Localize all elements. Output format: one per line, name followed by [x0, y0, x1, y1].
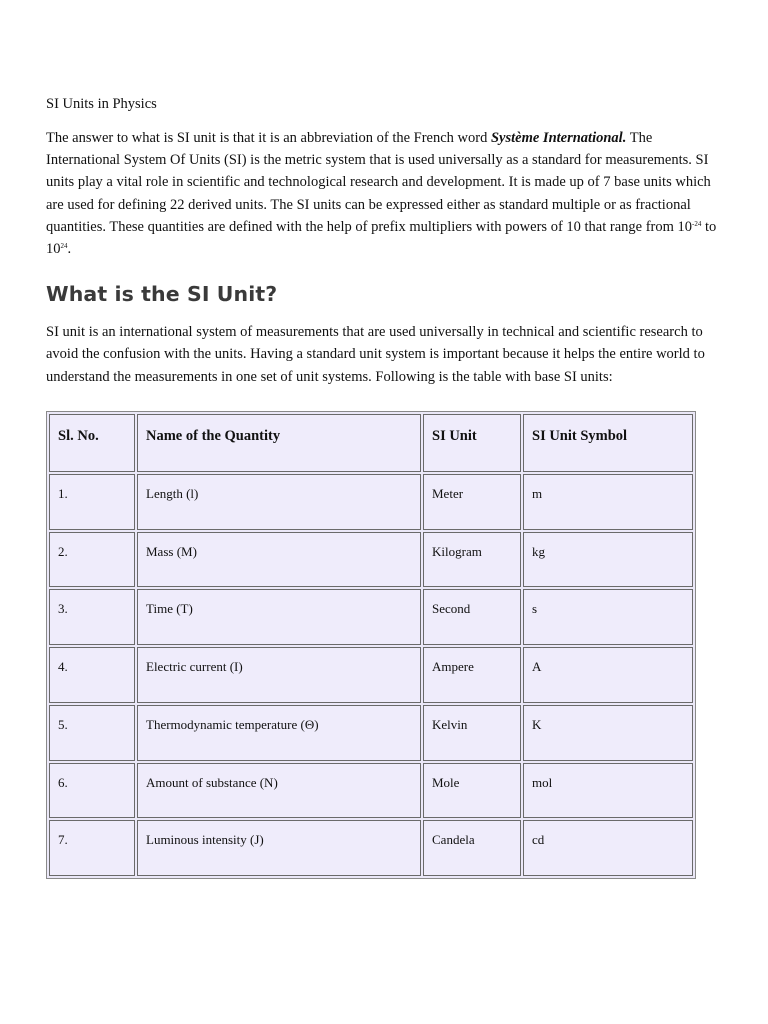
intro-text-start: The answer to what is SI unit is that it is an abbreviation of the French word: [46, 130, 491, 146]
cell-si-symbol: mol: [523, 763, 693, 819]
document-title: SI Units in Physics: [46, 96, 157, 112]
cell-quantity: Amount of substance (N): [137, 763, 421, 819]
cell-si-symbol: m: [523, 474, 693, 530]
table-header-row: [49, 414, 693, 472]
section-heading: What is the SI Unit?: [46, 282, 278, 307]
cell-sl-no: 2.: [49, 532, 135, 588]
table-row: [49, 763, 693, 819]
si-units-table-container: [46, 411, 696, 879]
intro-text-body: The International System Of Units (SI) is the metric system that is used universally as a standard for measurements. SI units play a vital role in scientific and technological research and development. It is made up of 7 base units which are used for defining 22 derived units. The SI units can be expressed either as standard multiple or as fractional quantities. These quantities are defined with the help of prefix multipliers with powers of 10 that range from 10: [46, 130, 711, 235]
table-row: [49, 474, 693, 530]
cell-quantity: Electric current (I): [137, 647, 421, 703]
header-quantity: Name of the Quantity: [137, 414, 421, 472]
header-sl-no: Sl. No.: [49, 414, 135, 472]
cell-si-unit: Kelvin: [423, 705, 521, 761]
cell-si-unit: Candela: [423, 820, 521, 876]
intro-text-between: to 10: [46, 218, 717, 258]
cell-quantity: Length (l): [137, 474, 421, 530]
cell-sl-no: 4.: [49, 647, 135, 703]
header-si-unit: SI Unit: [423, 414, 521, 472]
table-row: [49, 532, 693, 588]
cell-si-symbol: s: [523, 589, 693, 645]
document-body: [46, 93, 722, 388]
exponent-low: -24: [692, 219, 702, 228]
cell-si-symbol: K: [523, 705, 693, 761]
cell-sl-no: 1.: [49, 474, 135, 530]
si-units-table: [47, 412, 695, 878]
cell-quantity: Luminous intensity (J): [137, 820, 421, 876]
cell-si-symbol: kg: [523, 532, 693, 588]
cell-si-unit: Ampere: [423, 647, 521, 703]
intro-paragraph: [46, 127, 722, 260]
cell-sl-no: 5.: [49, 705, 135, 761]
cell-sl-no: 3.: [49, 589, 135, 645]
cell-quantity: Time (T): [137, 589, 421, 645]
table-row: [49, 589, 693, 645]
cell-quantity: Thermodynamic temperature (Θ): [137, 705, 421, 761]
cell-si-unit: Mole: [423, 763, 521, 819]
cell-sl-no: 7.: [49, 820, 135, 876]
cell-si-symbol: cd: [523, 820, 693, 876]
intro-term: Système International.: [490, 130, 627, 146]
exponent-high: 24: [60, 242, 68, 251]
cell-sl-no: 6.: [49, 763, 135, 819]
header-si-symbol: SI Unit Symbol: [523, 414, 693, 472]
intro-text-end: .: [67, 241, 72, 258]
section-paragraph: SI unit is an international system of measurements that are used universally in technical and scientific research to avoid the confusion with the units. Having a standard unit system is important because it helps the entire world to understand the measurements in one set of unit systems. Following is the table with base SI units:: [46, 324, 705, 385]
cell-si-unit: Meter: [423, 474, 521, 530]
table-row: [49, 647, 693, 703]
cell-si-unit: Kilogram: [423, 532, 521, 588]
cell-si-symbol: A: [523, 647, 693, 703]
table-row: [49, 705, 693, 761]
cell-quantity: Mass (M): [137, 532, 421, 588]
cell-si-unit: Second: [423, 589, 521, 645]
table-row: [49, 820, 693, 876]
